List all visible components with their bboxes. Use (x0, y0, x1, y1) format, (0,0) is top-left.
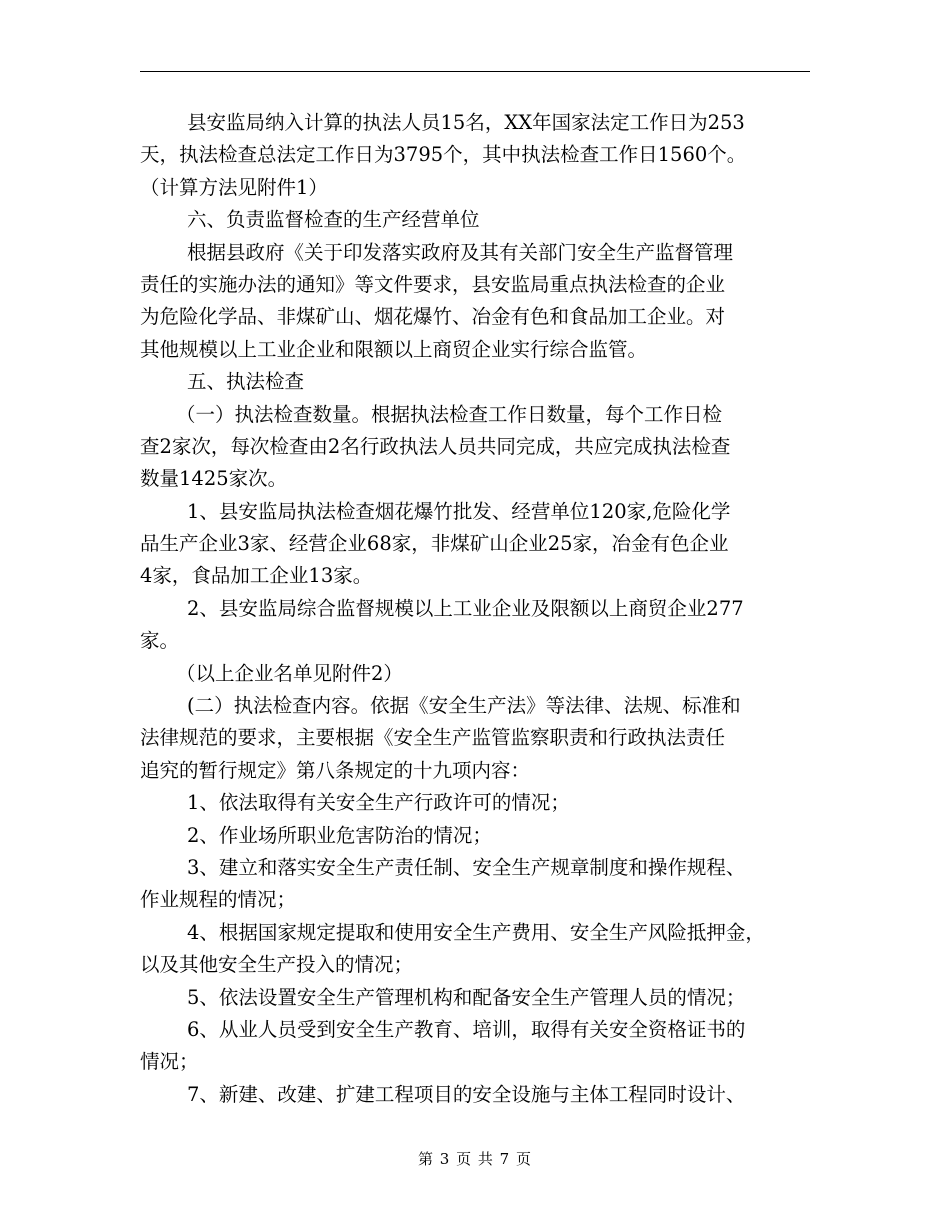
text-line: 数量1425家次。 (140, 467, 288, 491)
text-line: 以及其他安全生产投入的情况； (140, 953, 414, 977)
section-heading: 五、执法检查 (187, 370, 305, 394)
list-item: 6、从业人员受到安全生产教育、培训，取得有关安全资格证书的 (187, 1017, 746, 1041)
list-item: 3、建立和落实安全生产责任制、安全生产规章制度和操作规程、 (187, 855, 746, 879)
text-line: 2、县安监局综合监督规模以上工业企业及限额以上商贸企业277 (187, 596, 744, 620)
list-item: 2、作业场所职业危害防治的情况； (187, 823, 492, 847)
text-line: 县安监局纳入计算的执法人员15名，XX年国家法定工作日为253 (187, 111, 745, 134)
text-line: 作业规程的情况； (140, 888, 297, 912)
list-item: 4、根据国家规定提取和使用安全生产费用、安全生产风险抵押金， (187, 920, 765, 944)
section-heading: 六、负责监督检查的生产经营单位 (187, 208, 480, 232)
list-item: 1、依法取得有关安全生产行政许可的情况； (187, 791, 570, 815)
list-item: 7、新建、改建、扩建工程项目的安全设施与主体工程同时设计、 (187, 1082, 746, 1106)
list-item: 5、依法设置安全生产管理机构和配备安全生产管理人员的情况； (187, 985, 746, 1009)
text-line: （一）执法检查数量。根据执法检查工作日数量，每个工作日检 (176, 402, 723, 426)
text-line: 其他规模以上工业企业和限额以上商贸企业实行综合监管。 (140, 337, 648, 361)
header-rule (140, 71, 810, 72)
text-line: 家。 (140, 629, 180, 653)
text-line: 情况； (140, 1050, 199, 1074)
text-line: (二）执法检查内容。依据《安全生产法》等法律、法规、标准和 (187, 694, 741, 718)
text-line: （计算方法见附件1） (140, 175, 328, 199)
text-line: 天，执法检查总法定工作日为3795个，其中执法检查工作日1560个。 (140, 143, 747, 167)
text-line: （以上企业名单见附件2） (176, 661, 403, 685)
text-line: 1、县安监局执法检查烟花爆竹批发、经营单位120家,危险化学 (187, 499, 731, 523)
text-line: 查2家次，每次检查由2名行政执法人员共同完成，共应完成执法检查 (140, 434, 731, 458)
body-text (140, 107, 812, 1111)
text-line: 根据县政府《关于印发落实政府及其有关部门安全生产监督管理 (187, 240, 734, 264)
text-line: 4家，食品加工企业13家。 (140, 564, 373, 588)
text-line: 品生产企业3家、经营企业68家，非煤矿山企业25家，冶金有色企业 (140, 532, 729, 556)
text-line: 追究的暂行规定》第八条规定的十九项内容： (140, 758, 531, 782)
text-line: 法律规范的要求，主要根据《安全生产监管监察职责和行政执法责任 (140, 726, 726, 750)
text-line: 为危险化学品、非煤矿山、烟花爆竹、冶金有色和食品加工企业。对 (140, 305, 726, 329)
page-footer: 第 3 页 共 7 页 (418, 1150, 532, 1168)
text-line: 责任的实施办法的通知》等文件要求，县安监局重点执法检查的企业 (140, 272, 726, 296)
